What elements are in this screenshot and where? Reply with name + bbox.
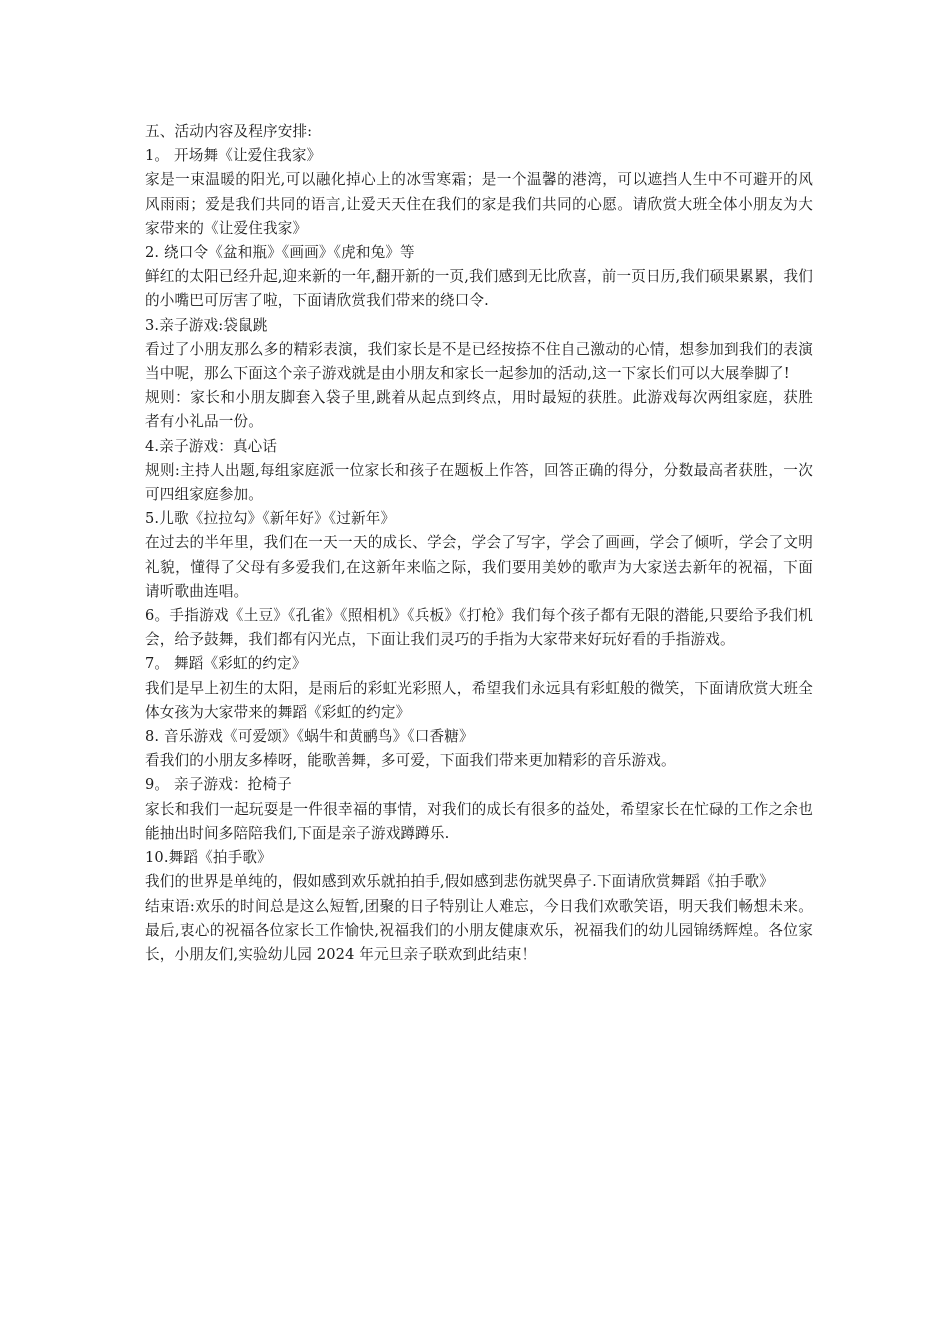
closing-remarks: 结束语:欢乐的时间总是这么短暂,团聚的日子特别让人难忘，今日我们欢歌笑语，明天我们畅想未来。最后,衷心的祝福各位家长工作愉快,祝福我们的小朋友健康欢乐，祝福我们的幼儿园锦绣辉煌。各位家长，小朋友们,实验幼儿园 2024 年元旦亲子联欢到此结束！ (145, 897, 813, 963)
document-body (145, 120, 813, 967)
item-title-1: 1。 开场舞《让爱住我家》 (145, 147, 322, 165)
item-title-4: 4.亲子游戏：真心话 (145, 437, 278, 455)
item-title-2: 2. 绕口令《盆和瓶》《画画》《虎和兔》等 (145, 244, 415, 262)
item-rules-3: 规则：家长和小朋友脚套入袋子里,跳着从起点到终点，用时最短的获胜。此游戏每次两组家庭，获胜者有小礼品一份。 (145, 389, 813, 431)
item-description-3: 看过了小朋友那么多的精彩表演，我们家长是不是已经按捺不住自己激动的心情，想参加到我们的表演当中呢，那么下面这个亲子游戏就是由小朋友和家长一起参加的活动,这一下家长们可以大展拳脚了! (145, 340, 813, 383)
item-title-10: 10.舞蹈《拍手歌》 (145, 849, 272, 867)
item-description-2: 鲜红的太阳已经升起,迎来新的一年,翻开新的一页,我们感到无比欣喜，前一页日历,我们硕果累累，我们的小嘴巴可厉害了啦，下面请欣赏我们带来的绕口令. (145, 268, 813, 310)
item-description-8: 看我们的小朋友多棒呀，能歌善舞，多可爱，下面我们带来更加精彩的音乐游戏。 (145, 752, 676, 770)
item-description-1: 家是一束温暖的阳光,可以融化掉心上的冰雪寒霜；是一个温馨的港湾，可以遮挡人生中不可避开的风风雨雨；爱是我们共同的语言,让爱天天住在我们的家是我们共同的心愿。请欣赏大班全体小朋友为大家带来的《让爱住我家》 (145, 171, 813, 237)
item-title-3: 3.亲子游戏:袋鼠跳 (145, 316, 268, 334)
item-rules-4: 规则:主持人出题,每组家庭派一位家长和孩子在题板上作答，回答正确的得分，分数最高者获胜，一次可四组家庭参加。 (145, 461, 813, 504)
item-title-7: 7。 舞蹈《彩虹的约定》 (145, 655, 307, 673)
item-description-7: 我们是早上初生的太阳，是雨后的彩虹光彩照人，希望我们永远具有彩虹般的微笑，下面请欣赏大班全体女孩为大家带来的舞蹈《彩虹的约定》 (145, 679, 813, 721)
item-description-9: 家长和我们一起玩耍是一件很幸福的事情，对我们的成长有很多的益处，希望家长在忙碌的工作之余也能抽出时间多陪陪我们,下面是亲子游戏蹲蹲乐. (145, 800, 813, 842)
item-title-8: 8. 音乐游戏《可爱颂》《蜗牛和黄鹂鸟》《口香糖》 (145, 728, 474, 746)
item-description-10: 我们的世界是单纯的，假如感到欢乐就拍拍手,假如感到悲伤就哭鼻子.下面请欣赏舞蹈《拍手歌》 (145, 873, 774, 891)
item-description-5: 在过去的半年里，我们在一天一天的成长、学会，学会了写字，学会了画画，学会了倾听，学会了文明礼貌，懂得了父母有多爱我们,在这新年来临之际，我们要用美妙的歌声为大家送去新年的祝福，下面请听歌曲连唱。 (145, 534, 813, 600)
item-title-description-6: 6。手指游戏《土豆》《孔雀》《照相机》《兵板》《打枪》我们每个孩子都有无限的潜能,只要给予我们机会，给予鼓舞，我们都有闪光点，下面让我们灵巧的手指为大家带来好玩好看的手指游戏。 (145, 607, 813, 649)
item-title-9: 9。 亲子游戏：抢椅子 (145, 776, 292, 794)
section-heading: 五、活动内容及程序安排: (145, 123, 313, 140)
item-title-5: 5.儿歌《拉拉勾》《新年好》《过新年》 (145, 510, 396, 528)
